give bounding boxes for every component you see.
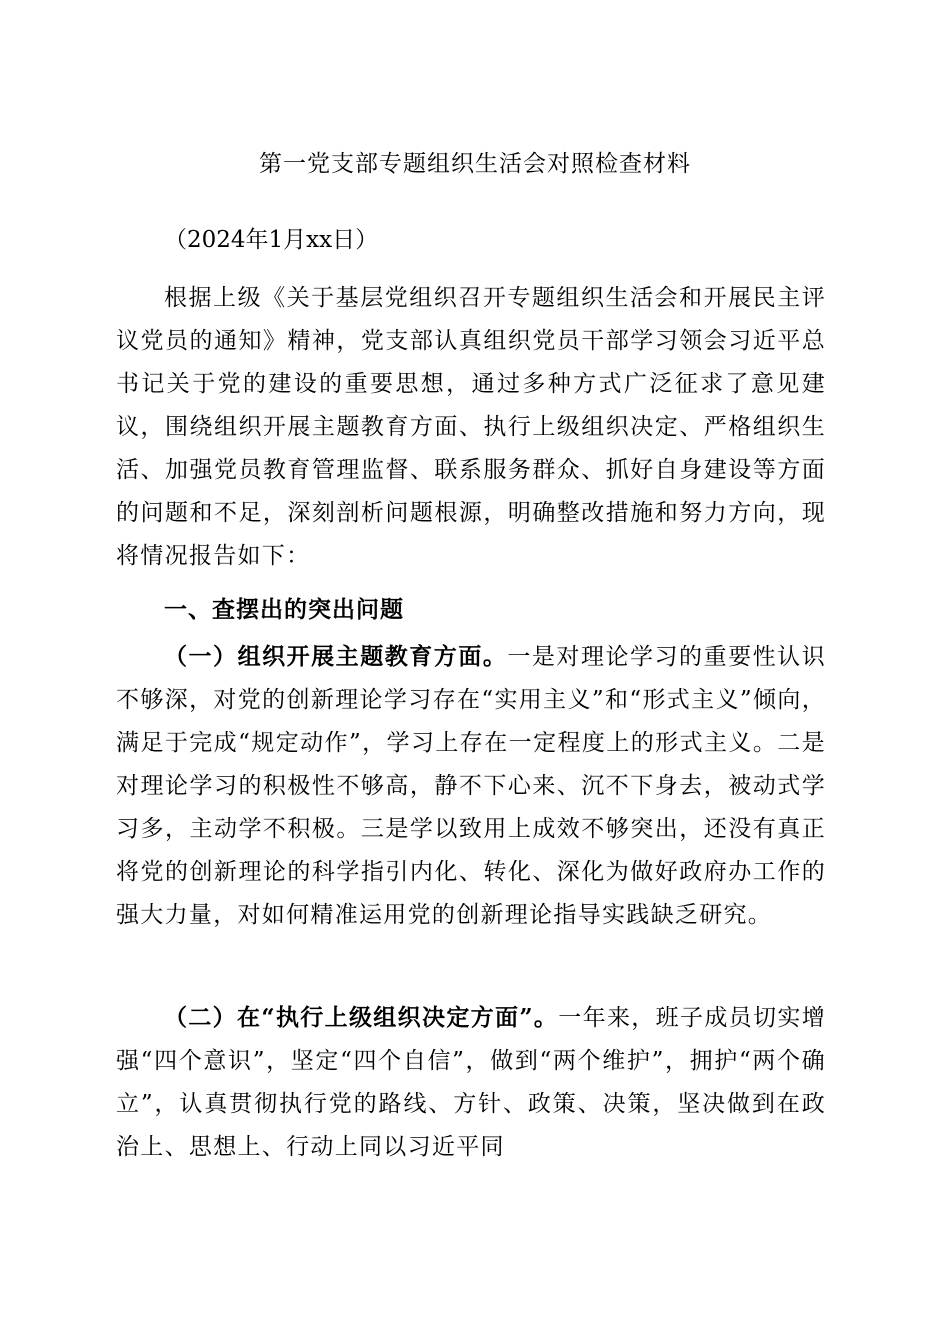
document-date: （2024年1月xx日） xyxy=(164,227,379,253)
item-one-body: 一是对理论学习的重要性认识不够深，对党的创新理论学习存在“实用主义”和“形式主义”倾向，满足于完成“规定动作”，学习上存在一定程度上的形式主义。二是对理论学习的积极性不够高，静不下心来、沉不下身去，被动式学习多，主动学不积极。三是学以致用上成效不够突出，还没有真正将党的创新理论的科学指引内化、转化、深化为做好政府办工作的强大力量，对如何精准运用党的创新理论指导实践缺乏研究。 xyxy=(116,644,826,928)
item-two-body: 一年来，班子成员切实增强“四个意识”，坚定“四个自信”，做到“两个维护”，拥护“两个确立”，认真贯彻执行党的路线、方针、政策、决策，坚决做到在政治上、思想上、行动上同以习近平同 xyxy=(116,1005,826,1160)
intro-paragraph: 根据上级《关于基层党组织召开专题组织生活会和开展民主评议党员的通知》精神，党支部认真组织党员干部学习领会习近平总书记关于党的建设的重要思想，通过多种方式广泛征求了意见建议，围绕组织开展主题教育方面、执行上级组织决定、严格组织生活、加强党员教育管理监督、联系服务群众、抓好自身建设等方面的问题和不足，深刻剖析问题根源，明确整改措施和努力方向，现将情况报告如下： xyxy=(116,285,826,569)
document-title: 第一党支部专题组织生活会对照检查材料 xyxy=(259,151,691,177)
item-two-paragraph xyxy=(116,996,826,1169)
item-one-paragraph xyxy=(116,635,826,937)
item-one-lead: （一）组织开展主题教育方面。 xyxy=(164,643,508,670)
section-heading: 一、查摆出的突出问题 xyxy=(164,597,404,623)
item-two-lead: （二）在“执行上级组织决定方面”。 xyxy=(164,1004,559,1031)
